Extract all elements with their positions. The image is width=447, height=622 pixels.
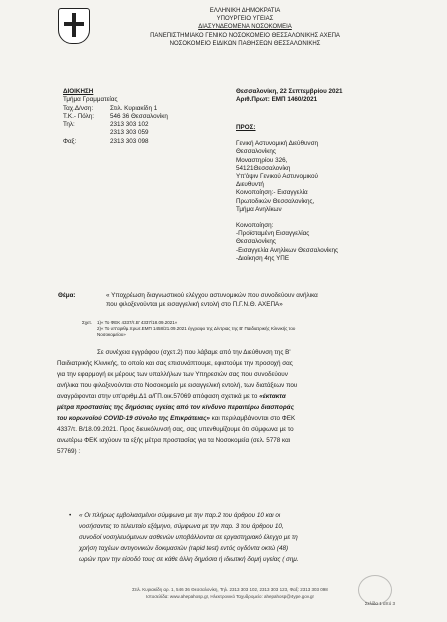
sender-row: Φαξ: 2313 303 098 [63, 137, 149, 145]
body-line: 57769) : [57, 448, 81, 455]
recipient-line: Πρωτοδικών Θεσσαλονίκης, [236, 197, 315, 205]
subject-line: που φιλοξενούνται με εισαγγελική εντολή στο Π.Γ.Ν.Θ. ΑΧΕΠΑ» [106, 300, 283, 308]
cc-line: Κοινοποίηση: [236, 222, 274, 230]
sender-row: 2313 303 059 [110, 129, 149, 137]
recipients-title: ΠΡΟΣ: [236, 124, 256, 131]
bullet-line: νοσήσαντες το τελευταίο εξάμηνο, σύμφωνα με την παρ. 3 του άρθρου 10, [79, 523, 284, 530]
recipient-line: Κοινοποίηση:- Εισαγγελία [236, 189, 308, 197]
header-line: ΠΑΝΕΠΙΣΤΗΜΙΑΚΟ ΓΕΝΙΚΟ ΝΟΣΟΚΟΜΕΙΟ ΘΕΣΣΑΛΟΝΙΚΗΣ ΑΧΕΠΑ [150, 32, 340, 39]
footer-address: Στιλ. Κυριακίδη αρ. 1, 546 36 Θεσσαλονίκη, Τηλ. 2313 303 102, 2313 303 123, Φαξ: 2313 303 098 [132, 587, 328, 592]
letterhead [90, 7, 400, 48]
subject-label: Θέμα: [58, 292, 76, 299]
header-line: ΥΠΟΥΡΓΕΙΟ ΥΓΕΙΑΣ [216, 16, 274, 23]
body-line: αναγράφονται στην υπ'αριθμ.Δ1 α/ΓΠ.οικ.57069 απόφαση σχετικά με το «έκτακτα [57, 393, 286, 400]
body-line: ανωτέρω ΦΕΚ ισχύουν τα εξής μέτρα προστασίας για τα Νοσοκομεία (σελ. 5778 και [57, 437, 291, 444]
footer-contact: Ιστοσελίδα: www.ahepahosp.gr, Ηλεκτρονικό Ταχυδρομείο: ahepahosp@4ype.gov.gr [146, 593, 314, 599]
header-line: ΝΟΣΟΚΟΜΕΙΟ ΕΙΔΙΚΩΝ ΠΑΘΗΣΕΩΝ ΘΕΣΣΑΛΟΝΙΚΗΣ [169, 40, 321, 47]
reference-line: 2)« Το υπ'αριθμ.πρωτ.ΕΜΠ 1458/21.09.2021 έγγραφο της Δ/ντριας της Β' Παιδιατρικής Κλινικής του [97, 326, 296, 332]
subject-block [58, 292, 318, 309]
date-block [236, 88, 343, 105]
protocol-number: Αριθ.Πρωτ: ΕΜΠ 1460/2021 [236, 96, 318, 104]
bullet-line: χρήση ταχέων αντιγονικών δοκιμασιών (rapid test) εντός ογδόντα οκτώ (48) [79, 545, 289, 552]
header-line: ΕΛΛΗΝΙΚΗ ΔΗΜΟΚΡΑΤΙΑ [209, 8, 281, 14]
body-line: ανήλικα που φιλοξενούνται στο Νοσοκομείο με εισαγγελική εντολή, των διατάξεων που [57, 382, 298, 389]
greek-coat-of-arms-icon [58, 8, 90, 44]
body-paragraph [57, 347, 395, 457]
bullet-line: « Οι πλήρως εμβολιασμένοι σύμφωνα με την παρ.2 του άρθρου 10 και οι [79, 512, 281, 519]
cc-line: -Διοίκηση 4ης ΥΠΕ [236, 254, 290, 262]
recipient-line: Θεσσαλονίκης [236, 148, 276, 156]
cc-line: Θεσσαλονίκης [236, 238, 276, 246]
body-line: για την εφαρμογή εκ μέρους των υπαλλήλων των Υπηρεσιών σας που συνοδεύουν [57, 371, 288, 378]
body-line: Σε συνέχεια εγγράφου (σχετ.2) που λάβαμε από την Διεύθυνση της Β' [97, 349, 291, 356]
recipient-line: Υπ'όψιν Γενικού Αστυνομικού [236, 173, 318, 181]
recipient-line: Γενική Αστυνομική Διεύθυνση [236, 140, 318, 148]
cc-line: -Εισαγγελία Ανηλίκων Θεσσαλονίκης [236, 246, 338, 254]
sender-row: Τηλ: 2313 303 102 [63, 121, 149, 129]
body-line: 4337/τ. Β/18.09.2021. Προς διευκόλυνσή σας, σας υπενθυμίζουμε ότι σύμφωνα με το [57, 426, 294, 433]
references-block [82, 320, 295, 339]
recipients-block [236, 124, 338, 263]
reference-line: Νοσοκομείου» [97, 332, 126, 338]
body-line: Παιδιατρικής Κλινικής, το οποίο και σας επισυνάπτουμε, εφιστούμε την προσοχή σας [57, 360, 293, 367]
page-footer [70, 587, 390, 600]
bullet-line: ωρών πριν την είσοδό τους σε κάθε άλλη δημόσια ή ιδιωτική δομή υγείας ( σημ. [79, 556, 299, 563]
sender-row: Τ.Κ.- Πόλη: 546 36 Θεσσαλονίκη [63, 112, 168, 120]
body-line: του κορωνοϊού COVID-19 σύνολο της Επικράτειας» και περιλαμβάνονται στο ΦΕΚ [57, 415, 296, 422]
cc-line: -Προϊσταμένη Εισαγγελίας [236, 230, 310, 238]
references-label: Σχετ. [82, 320, 93, 325]
page-number: Σελίδα 1 από 3 [364, 601, 395, 606]
sender-row: Ταχ.Δ/νση: Στιλ. Κυριακίδη 1 [63, 104, 158, 112]
subject-line: « Υποχρέωση διαγνωστικού ελέγχου αστυνομικών που συνοδεύουν ανήλικα [106, 292, 318, 299]
document-date: Θεσσαλονίκη, 22 Σεπτεμβρίου 2021 [236, 88, 343, 95]
sender-block [63, 88, 168, 146]
sender-title: ΔΙΟΙΚΗΣΗ [63, 88, 94, 95]
body-line: μέτρα προστασίας της δημόσιας υγείας από τον κίνδυνο περαιτέρω διασποράς [57, 404, 294, 411]
header-line: ΔΙΑΣΥΝΔΕΟΜΕΝΑ ΝΟΣΟΚΟΜΕΙΑ [198, 24, 292, 31]
bullet-item [69, 510, 299, 565]
recipient-line: 54121Θεσσαλονίκη [236, 164, 291, 172]
sender-dept: Τμήμα Γραμματείας [63, 96, 118, 104]
recipient-line: Τμήμα Ανηλίκων [236, 205, 282, 213]
recipient-line: Μοναστηρίου 326, [236, 156, 288, 164]
bullet-mark: • [69, 512, 72, 519]
bullet-line: συνοδοί νοσηλευόμενων ασθενών υποβάλλονται σε εργαστηριακό έλεγχο με τη [79, 534, 298, 541]
recipient-line: Διευθυντή [236, 181, 264, 189]
reference-line: 1)« Το ΦΕΚ 4337/τ.Β' 4337/18.09.2021» [97, 320, 178, 325]
